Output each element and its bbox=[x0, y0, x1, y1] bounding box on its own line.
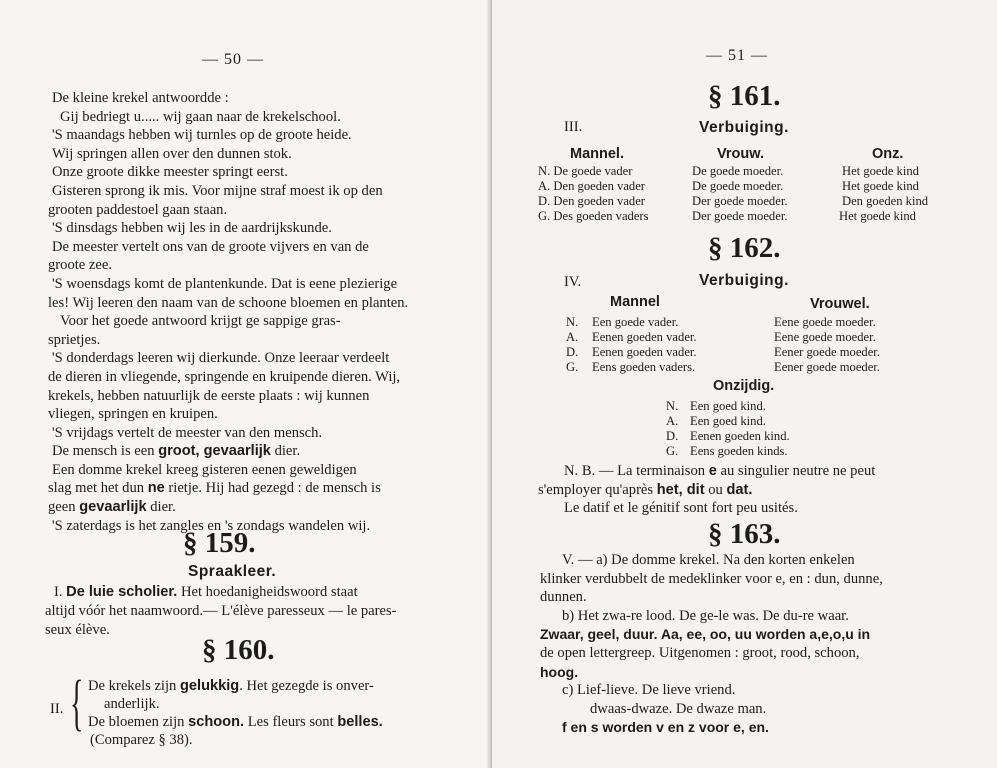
text-line: de open lettergreep. Uitgenomen : groot, rood, schoon, bbox=[540, 644, 860, 661]
text-line: hoog. bbox=[540, 663, 579, 680]
table-cell: Eene goede moeder. bbox=[774, 315, 876, 329]
brace-icon: { bbox=[70, 669, 84, 737]
bold-term: dat. bbox=[726, 482, 753, 498]
rule-ii-line3 bbox=[88, 713, 383, 732]
table-cell: D. bbox=[666, 429, 679, 443]
text-line: sprietjes. bbox=[48, 331, 101, 348]
bold-term: e bbox=[708, 463, 717, 479]
table-cell: Eenen goeden kind. bbox=[690, 429, 790, 443]
text-line: les! Wij leeren den naam van de schoone bloemen en planten. bbox=[48, 294, 409, 311]
table-cell: G. bbox=[566, 360, 579, 374]
table-row: A. Den goeden vader bbox=[538, 179, 646, 193]
text-line: 'S donderdags leeren wij dierkunde. Onze leeraar verdeelt bbox=[52, 350, 390, 367]
rule-v-block bbox=[540, 551, 935, 737]
text-line: 'S maandags hebben wij turnles op de groote heide. bbox=[52, 127, 352, 144]
text-line: krekels, hebben natuurlijk de eerste plaats : wij kunnen bbox=[48, 387, 370, 404]
text-line: f en s worden v en z voor e, en. bbox=[562, 719, 769, 736]
table-cell: A. bbox=[666, 414, 679, 428]
text-line: De meester vertelt ons van de groote vijvers en van de bbox=[52, 238, 369, 255]
text-line bbox=[48, 479, 448, 498]
text-line: Een domme krekel kreeg gisteren eenen geweldigen bbox=[52, 461, 357, 478]
verbuiging-heading-2: Verbuiging. bbox=[699, 272, 789, 289]
rule-ii-line1 bbox=[88, 677, 374, 696]
col-header-onz: Onz. bbox=[872, 146, 904, 162]
table-cell: Eene goede moeder. bbox=[774, 330, 876, 344]
section-160-heading: § 160. bbox=[202, 634, 275, 666]
table-cell: G. bbox=[666, 444, 679, 458]
col-header-vrouwel: Vrouwel. bbox=[810, 296, 870, 312]
text-line: Wij springen allen over den dunnen stok. bbox=[52, 145, 292, 162]
text-line: Gisteren sprong ik mis. Voor mijne straf moest ik op den bbox=[52, 182, 383, 199]
text-line: 'S vrijdags vertelt de meester van den mensch. bbox=[52, 424, 323, 441]
text-line: dunnen. bbox=[540, 589, 587, 606]
text-line bbox=[52, 442, 448, 461]
bold-term: groot, gevaarlijk bbox=[158, 443, 271, 460]
rule-i-line3: seux élève. bbox=[45, 622, 110, 638]
text-line: c) Lief-lieve. De lieve vriend. bbox=[562, 682, 736, 699]
rule-ii-line2: anderlijk. bbox=[104, 696, 160, 712]
text-line: klinker verdubbelt de medeklinker voor e, en : dun, dunne, bbox=[540, 570, 883, 587]
page-number-50: — 50 — bbox=[202, 51, 264, 68]
rule-i-line2: altijd vóór het naamwoord.— L'élève paresseux — le pares- bbox=[45, 603, 397, 619]
section-163-heading: § 163. bbox=[708, 518, 781, 550]
col-header-mannel: Mannel. bbox=[570, 146, 624, 162]
text-run: au singulier neutre ne peut bbox=[720, 463, 876, 479]
section-162-heading: § 162. bbox=[708, 232, 781, 264]
text-run: geen bbox=[48, 499, 76, 516]
rule-iv-label: IV. bbox=[564, 274, 582, 290]
left-page bbox=[0, 0, 492, 768]
table-cell: Een goed kind. bbox=[690, 414, 766, 428]
rule-label: I. bbox=[54, 584, 63, 600]
onzijdig-heading: Onzijdig. bbox=[713, 378, 775, 394]
table-cell: N. bbox=[666, 399, 679, 413]
text-line: V. — a) De domme krekel. Na den korten enkelen bbox=[562, 552, 855, 568]
nb-line1 bbox=[564, 462, 875, 481]
text-line: vliegen, springen en kruipen. bbox=[48, 406, 218, 423]
bold-term: belles. bbox=[337, 714, 383, 730]
table-cell: Der goede moeder. bbox=[692, 209, 788, 223]
table-cell: De goede moeder. bbox=[692, 164, 784, 178]
table-cell: N. bbox=[566, 315, 579, 329]
table-row: D. Den goeden vader bbox=[538, 194, 646, 208]
bold-term: gelukkig bbox=[180, 678, 240, 694]
table-cell: Het goede kind bbox=[839, 209, 916, 223]
right-page bbox=[492, 0, 997, 768]
text-line bbox=[48, 498, 448, 517]
table-row: G. Des goeden vaders bbox=[538, 209, 649, 223]
table-cell: Den goeden kind bbox=[842, 194, 929, 208]
table-cell: Eens goeden vaders. bbox=[592, 360, 696, 374]
spraakleer-heading: Spraakleer. bbox=[188, 563, 277, 580]
rule-iii-label: III. bbox=[564, 119, 583, 135]
bold-term: ne bbox=[147, 480, 165, 497]
table-row: N. De goede vader bbox=[538, 164, 633, 178]
bold-term: schoon. bbox=[188, 714, 245, 730]
text-line: Zwaar, geel, duur. Aa, ee, oo, uu worden a,e,o,u in bbox=[540, 626, 871, 643]
table-cell: Het goede kind bbox=[842, 164, 919, 178]
rule-i-line1 bbox=[54, 583, 358, 602]
text-run: s'employer qu'après bbox=[538, 482, 654, 498]
table-cell: Eens goeden kinds. bbox=[690, 444, 788, 458]
text-line: 'S dinsdags hebben wij les in de aardrijkskunde. bbox=[52, 220, 332, 237]
rule-ii-line4: (Comparez § 38). bbox=[90, 732, 193, 748]
bold-term: het, dit bbox=[656, 482, 705, 498]
table-cell: Eenen goeden vader. bbox=[592, 345, 697, 359]
text-run: dier. bbox=[274, 443, 301, 460]
text-line: 'S zaterdags is het zangles en 's zondags wandelen wij. bbox=[52, 517, 371, 534]
text-line: grooten paddestoel gaan staan. bbox=[48, 201, 228, 218]
table-cell: Het goede kind bbox=[842, 179, 919, 193]
rule-ii-label: II. bbox=[50, 701, 64, 717]
nb-line2 bbox=[538, 481, 752, 500]
text-run: De mensch is een bbox=[52, 443, 155, 460]
text-run: Les fleurs sont bbox=[247, 714, 334, 730]
section-161-heading: § 161. bbox=[708, 80, 781, 112]
table-cell: Der goede moeder. bbox=[692, 194, 788, 208]
text-line: Gij bedriegt u..... wij gaan naar de krekelschool. bbox=[60, 108, 341, 125]
text-line: dwaas-dwaze. De dwaze man. bbox=[590, 700, 767, 717]
bold-term: De luie scholier. bbox=[66, 584, 178, 600]
table-cell: Eener goede moeder. bbox=[774, 360, 880, 374]
text-run: ou bbox=[708, 482, 723, 498]
table-cell: D. bbox=[566, 345, 579, 359]
text-run: rietje. Hij had gezegd : de mensch is bbox=[168, 480, 381, 497]
table-cell: De goede moeder. bbox=[692, 179, 784, 193]
col-header-mannel-2: Mannel bbox=[610, 294, 660, 310]
bold-term: gevaarlijk bbox=[79, 499, 147, 516]
table-cell: Eenen goeden vader. bbox=[592, 330, 697, 344]
nb-line3: Le datif et le génitif sont fort peu usités. bbox=[564, 500, 798, 516]
text-line: Onze groote dikke meester springt eerst. bbox=[52, 164, 288, 181]
text-line: De kleine krekel antwoordde : bbox=[52, 90, 229, 106]
text-line: b) Het zwa-re lood. De ge-le was. De du-re waar. bbox=[562, 607, 849, 624]
verbuiging-heading-1: Verbuiging. bbox=[699, 119, 789, 136]
table-cell: Een goede vader. bbox=[592, 315, 679, 329]
text-run: . Het gezegde is onver- bbox=[239, 678, 374, 694]
text-run: De krekels zijn bbox=[88, 678, 177, 694]
text-line: de dieren in vliegende, springende en kruipende dieren. Wij, bbox=[48, 368, 401, 385]
text-run: N. B. — La terminaison bbox=[564, 463, 706, 479]
text-line: Voor het goede antwoord krijgt ge sappige gras- bbox=[60, 313, 341, 330]
text-line: 'S woensdags komt de plantenkunde. Dat is eene plezierige bbox=[52, 275, 398, 292]
table-cell: Een goed kind. bbox=[690, 399, 766, 413]
section-159-heading: § 159. bbox=[183, 527, 256, 559]
text-run: De bloemen zijn bbox=[88, 714, 185, 730]
table-cell: Eener goede moeder. bbox=[774, 345, 880, 359]
text-line: groote zee. bbox=[48, 257, 113, 274]
krekel-story bbox=[48, 89, 448, 535]
text-run: dier. bbox=[150, 499, 176, 516]
page-number-51: — 51 — bbox=[706, 47, 768, 64]
text-run: Het hoedanigheidswoord staat bbox=[180, 584, 358, 600]
table-cell: A. bbox=[566, 330, 579, 344]
col-header-vrouw: Vrouw. bbox=[717, 146, 764, 162]
text-run: slag met het dun bbox=[48, 480, 145, 497]
